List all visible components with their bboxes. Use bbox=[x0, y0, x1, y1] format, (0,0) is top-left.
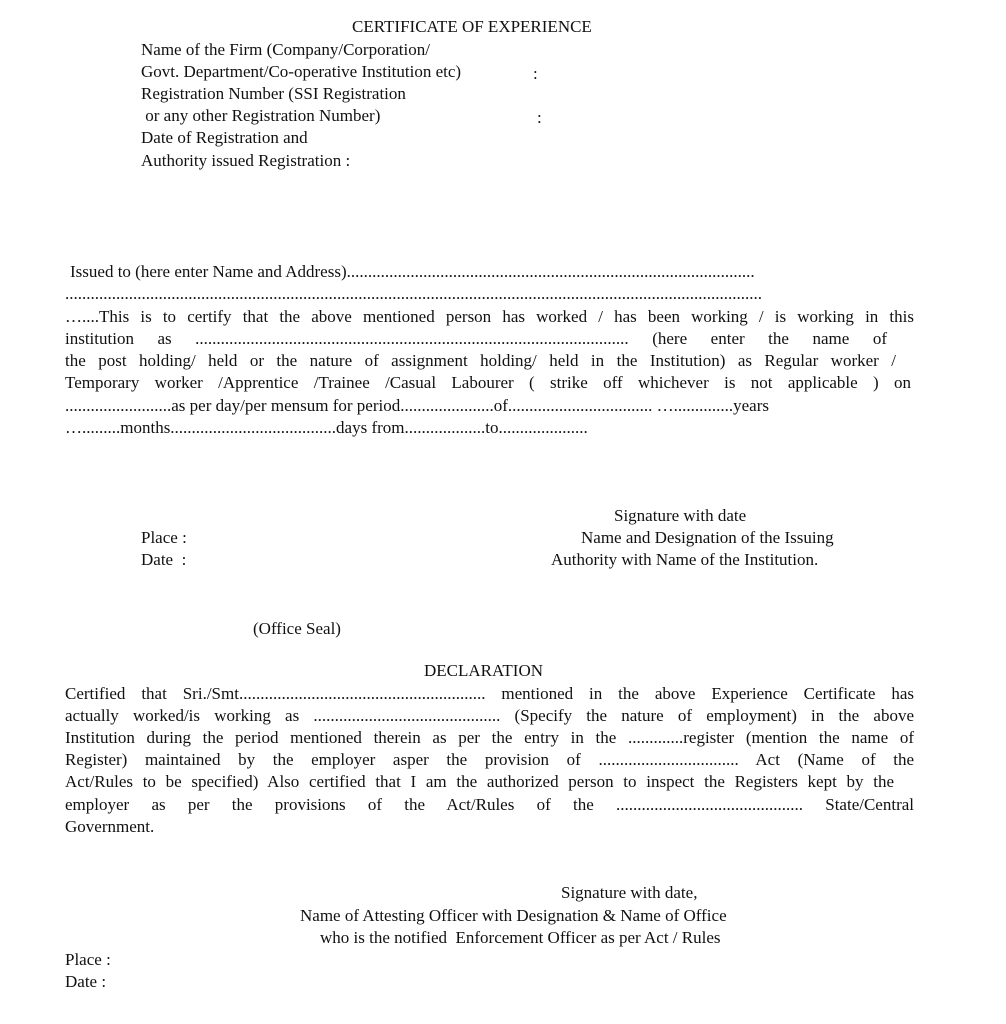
attesting-signature: Signature with date, bbox=[561, 883, 698, 902]
certify-line-5: .........................as per day/per mensum for period......................of.................................. …..............years bbox=[65, 396, 769, 415]
certificate-title: CERTIFICATE OF EXPERIENCE bbox=[352, 17, 592, 36]
declaration-line-1: Certified that Sri./Smt.......................................................... mentioned in the above Experience Certificate has bbox=[65, 684, 914, 703]
certify-line-1: …....This is to certify that the above mentioned person has worked / has been working / is working in this bbox=[65, 307, 914, 326]
attesting-officer-name: Name of Attesting Officer with Designation & Name of Office bbox=[300, 906, 727, 925]
declaration-line-2: actually worked/is working as ............................................ (Specify the nature of employment) in the above bbox=[65, 706, 914, 725]
date-label-2: Date : bbox=[65, 972, 107, 991]
registration-number-label: Registration Number (SSI Registration bbox=[141, 84, 406, 103]
declaration-line-4: Register) maintained by the employer asper the provision of ................................. Act (Name of the bbox=[65, 750, 914, 769]
registration-date-label: Date of Registration and bbox=[141, 128, 308, 147]
registration-number-label-2: or any other Registration Number) bbox=[141, 106, 381, 125]
declaration-title: DECLARATION bbox=[424, 661, 543, 680]
issuing-authority-institution: Authority with Name of the Institution. bbox=[551, 550, 819, 569]
declaration-line-3: Institution during the period mentioned therein as per the entry in the .............register (mention the name of bbox=[65, 728, 914, 747]
firm-type-label: Govt. Department/Co-operative Institution etc) bbox=[141, 62, 462, 81]
declaration-line-5: Act/Rules to be specified) Also certified that I am the authorized person to inspect the Registers kept by the bbox=[65, 772, 894, 791]
certify-line-4: Temporary worker /Apprentice /Trainee /Casual Labourer ( strike off whichever is not applicable ) on bbox=[65, 373, 911, 392]
firm-colon: : bbox=[533, 64, 538, 83]
firm-name-label: Name of the Firm (Company/Corporation/ bbox=[141, 40, 430, 59]
attesting-officer-role: who is the notified Enforcement Officer as per Act / Rules bbox=[320, 928, 721, 947]
place-label-2: Place : bbox=[65, 950, 111, 969]
office-seal: (Office Seal) bbox=[253, 619, 341, 638]
certify-line-3: the post holding/ held or the nature of assignment holding/ held in the Institution) as Regular worker / bbox=[65, 351, 896, 370]
signature-with-date: Signature with date bbox=[614, 506, 747, 525]
issued-to-dotted-line: .................................................................................................................................................................... bbox=[65, 284, 762, 303]
registration-authority-label: Authority issued Registration : bbox=[141, 151, 351, 170]
place-label: Place : bbox=[141, 528, 187, 547]
declaration-line-7: Government. bbox=[65, 817, 155, 836]
registration-colon: : bbox=[537, 108, 542, 127]
issued-to-line: Issued to (here enter Name and Address)................................................................................................ bbox=[70, 262, 755, 281]
date-label: Date : bbox=[141, 550, 187, 569]
certify-line-2: institution as ...................................................................................................... (here enter the name of bbox=[65, 329, 887, 348]
declaration-line-6: employer as per the provisions of the Act/Rules of the ............................................ State/Central bbox=[65, 795, 914, 814]
certify-line-6: ….........months.......................................days from...................to..................... bbox=[65, 418, 588, 437]
issuing-authority-name: Name and Designation of the Issuing bbox=[581, 528, 834, 547]
